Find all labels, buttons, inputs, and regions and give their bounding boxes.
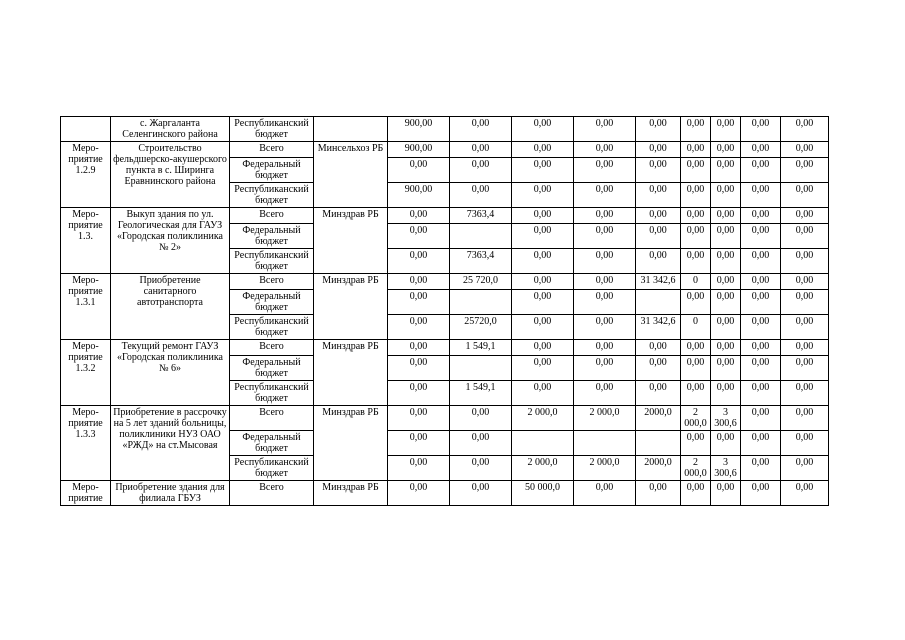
value-cell: 0,00 xyxy=(388,481,450,506)
table-row xyxy=(61,406,829,431)
item-name-cell: Приобретение здания для филиала ГБУЗ xyxy=(111,481,230,506)
value-cell: 0,00 xyxy=(741,315,781,340)
item-name-cell: Текущий ремонт ГАУЗ «Городская поликлиника № 6» xyxy=(111,340,230,406)
item-id-cell: Меро-приятие 1.3.1 xyxy=(61,274,111,340)
value-cell: 0,00 xyxy=(388,356,450,381)
item-id-cell: Меро-приятие 1.2.9 xyxy=(61,142,111,208)
funding-source-cell: Республиканский бюджет xyxy=(230,456,314,481)
value-cell: 0,00 xyxy=(681,208,711,224)
funding-source-cell: Всего xyxy=(230,274,314,290)
value-cell: 0,00 xyxy=(781,249,829,274)
item-id-cell: Меро-приятие 1.3.3 xyxy=(61,406,111,481)
value-cell: 0,00 xyxy=(574,340,636,356)
value-cell: 0 xyxy=(681,315,711,340)
value-cell: 3 300,6 xyxy=(711,456,741,481)
value-cell: 0,00 xyxy=(574,274,636,290)
value-cell: 0,00 xyxy=(741,224,781,249)
value-cell: 31 342,6 xyxy=(636,274,681,290)
value-cell: 2 000,0 xyxy=(512,406,574,431)
value-cell: 0,00 xyxy=(781,158,829,183)
table-row xyxy=(61,274,829,290)
value-cell: 0,00 xyxy=(781,290,829,315)
value-cell: 0,00 xyxy=(741,356,781,381)
value-cell: 0,00 xyxy=(681,431,711,456)
item-id-cell: Меро-приятие 1.3.2 xyxy=(61,340,111,406)
value-cell: 0,00 xyxy=(388,315,450,340)
value-cell: 0,00 xyxy=(512,315,574,340)
value-cell: 0,00 xyxy=(574,117,636,142)
value-cell: 0,00 xyxy=(574,158,636,183)
value-cell: 0,00 xyxy=(574,381,636,406)
value-cell: 0,00 xyxy=(450,456,512,481)
value-cell: 2 000,0 xyxy=(681,406,711,431)
funding-source-cell: Республиканский бюджет xyxy=(230,183,314,208)
value-cell: 0,00 xyxy=(450,158,512,183)
value-cell: 0,00 xyxy=(636,340,681,356)
value-cell: 0,00 xyxy=(512,274,574,290)
value-cell xyxy=(574,431,636,456)
value-cell: 0,00 xyxy=(681,356,711,381)
value-cell xyxy=(450,290,512,315)
value-cell: 0,00 xyxy=(512,340,574,356)
budget-table xyxy=(60,116,829,506)
value-cell: 0,00 xyxy=(388,274,450,290)
value-cell: 0,00 xyxy=(681,340,711,356)
item-id-cell xyxy=(61,117,111,142)
value-cell: 0,00 xyxy=(681,142,711,158)
value-cell: 0,00 xyxy=(741,142,781,158)
value-cell: 0,00 xyxy=(711,158,741,183)
value-cell: 0,00 xyxy=(711,431,741,456)
value-cell: 0,00 xyxy=(450,183,512,208)
value-cell xyxy=(450,356,512,381)
value-cell: 0,00 xyxy=(388,456,450,481)
value-cell: 0,00 xyxy=(741,456,781,481)
executor-cell: Минздрав РБ xyxy=(314,340,388,406)
value-cell: 25 720,0 xyxy=(450,274,512,290)
value-cell: 0,00 xyxy=(781,208,829,224)
value-cell: 0,00 xyxy=(741,290,781,315)
value-cell: 0 xyxy=(681,274,711,290)
executor-cell: Минсельхоз РБ xyxy=(314,142,388,208)
funding-source-cell: Федеральный бюджет xyxy=(230,290,314,315)
value-cell xyxy=(636,290,681,315)
value-cell: 0,00 xyxy=(711,315,741,340)
value-cell: 0,00 xyxy=(388,208,450,224)
value-cell: 0,00 xyxy=(636,249,681,274)
value-cell: 7363,4 xyxy=(450,249,512,274)
value-cell: 0,00 xyxy=(711,274,741,290)
executor-cell: Минздрав РБ xyxy=(314,208,388,274)
value-cell: 0,00 xyxy=(574,356,636,381)
value-cell: 0,00 xyxy=(512,117,574,142)
value-cell: 0,00 xyxy=(681,249,711,274)
value-cell: 0,00 xyxy=(450,481,512,506)
value-cell: 0,00 xyxy=(574,224,636,249)
value-cell xyxy=(636,431,681,456)
table-row xyxy=(61,142,829,158)
funding-source-cell: Федеральный бюджет xyxy=(230,431,314,456)
value-cell: 0,00 xyxy=(741,158,781,183)
funding-source-cell: Всего xyxy=(230,208,314,224)
funding-source-cell: Республиканский бюджет xyxy=(230,117,314,142)
value-cell: 0,00 xyxy=(450,142,512,158)
value-cell: 0,00 xyxy=(512,249,574,274)
executor-cell: Минздрав РБ xyxy=(314,274,388,340)
value-cell: 0,00 xyxy=(711,290,741,315)
value-cell: 1 549,1 xyxy=(450,381,512,406)
value-cell: 0,00 xyxy=(781,456,829,481)
funding-source-cell: Республиканский бюджет xyxy=(230,249,314,274)
value-cell: 0,00 xyxy=(636,158,681,183)
value-cell: 0,00 xyxy=(741,208,781,224)
value-cell: 0,00 xyxy=(574,249,636,274)
value-cell: 0,00 xyxy=(781,481,829,506)
value-cell: 0,00 xyxy=(388,224,450,249)
value-cell: 0,00 xyxy=(388,158,450,183)
value-cell: 0,00 xyxy=(636,117,681,142)
value-cell: 0,00 xyxy=(512,158,574,183)
value-cell: 0,00 xyxy=(512,183,574,208)
value-cell: 0,00 xyxy=(781,431,829,456)
value-cell: 0,00 xyxy=(741,340,781,356)
value-cell: 3 300,6 xyxy=(711,406,741,431)
value-cell: 0,00 xyxy=(741,117,781,142)
value-cell: 0,00 xyxy=(711,224,741,249)
value-cell: 0,00 xyxy=(781,274,829,290)
value-cell: 0,00 xyxy=(741,406,781,431)
value-cell: 0,00 xyxy=(388,431,450,456)
value-cell: 0,00 xyxy=(781,406,829,431)
item-name-cell: Приобретение в рассрочку на 5 лет зданий больницы, поликлиники НУЗ ОАО «РЖД» на ст.Мысовая xyxy=(111,406,230,481)
value-cell: 0,00 xyxy=(711,481,741,506)
value-cell: 2 000,0 xyxy=(574,406,636,431)
funding-source-cell: Республиканский бюджет xyxy=(230,315,314,340)
value-cell: 0,00 xyxy=(636,481,681,506)
value-cell: 0,00 xyxy=(711,340,741,356)
item-id-cell: Меро-приятие 1.3. xyxy=(61,208,111,274)
value-cell: 0,00 xyxy=(636,381,681,406)
table-row xyxy=(61,340,829,356)
table-row xyxy=(61,481,829,506)
value-cell: 0,00 xyxy=(711,356,741,381)
value-cell: 0,00 xyxy=(681,381,711,406)
value-cell: 0,00 xyxy=(574,481,636,506)
value-cell: 0,00 xyxy=(512,224,574,249)
value-cell: 0,00 xyxy=(388,406,450,431)
value-cell: 0,00 xyxy=(781,224,829,249)
value-cell: 2 000,0 xyxy=(681,456,711,481)
value-cell: 0,00 xyxy=(574,208,636,224)
funding-source-cell: Всего xyxy=(230,340,314,356)
value-cell: 0,00 xyxy=(388,290,450,315)
value-cell: 31 342,6 xyxy=(636,315,681,340)
value-cell: 0,00 xyxy=(681,224,711,249)
value-cell: 0,00 xyxy=(512,208,574,224)
item-id-cell: Меро-приятие xyxy=(61,481,111,506)
value-cell: 0,00 xyxy=(388,381,450,406)
item-name-cell: Выкуп здания по ул. Геологическая для ГАУЗ «Городская поликлиника № 2» xyxy=(111,208,230,274)
value-cell: 2 000,0 xyxy=(512,456,574,481)
value-cell: 0,00 xyxy=(636,183,681,208)
funding-source-cell: Всего xyxy=(230,406,314,431)
value-cell: 0,00 xyxy=(741,481,781,506)
funding-source-cell: Федеральный бюджет xyxy=(230,224,314,249)
value-cell: 2 000,0 xyxy=(574,456,636,481)
value-cell: 0,00 xyxy=(681,481,711,506)
value-cell: 0,00 xyxy=(741,431,781,456)
value-cell: 0,00 xyxy=(574,142,636,158)
value-cell: 0,00 xyxy=(636,224,681,249)
value-cell: 0,00 xyxy=(741,249,781,274)
funding-source-cell: Всего xyxy=(230,142,314,158)
value-cell: 900,00 xyxy=(388,117,450,142)
value-cell: 0,00 xyxy=(781,315,829,340)
value-cell: 0,00 xyxy=(388,340,450,356)
value-cell: 900,00 xyxy=(388,142,450,158)
value-cell: 0,00 xyxy=(711,249,741,274)
value-cell: 0,00 xyxy=(781,381,829,406)
value-cell: 0,00 xyxy=(636,356,681,381)
value-cell: 0,00 xyxy=(741,183,781,208)
item-name-cell: Строительство фельдшерско-акушерского пункта в с. Ширинга Еравнинского района xyxy=(111,142,230,208)
item-name-cell: Приобретение санитарного автотранспорта xyxy=(111,274,230,340)
value-cell: 0,00 xyxy=(450,406,512,431)
value-cell: 900,00 xyxy=(388,183,450,208)
item-name-cell: с. Жаргаланта Селенгинского района xyxy=(111,117,230,142)
value-cell: 7363,4 xyxy=(450,208,512,224)
value-cell: 0,00 xyxy=(711,208,741,224)
executor-cell: Минздрав РБ xyxy=(314,481,388,506)
value-cell: 0,00 xyxy=(512,381,574,406)
value-cell: 0,00 xyxy=(781,142,829,158)
value-cell: 0,00 xyxy=(512,290,574,315)
value-cell: 0,00 xyxy=(574,183,636,208)
value-cell: 0,00 xyxy=(512,356,574,381)
value-cell: 0,00 xyxy=(781,117,829,142)
value-cell: 0,00 xyxy=(741,274,781,290)
value-cell: 0,00 xyxy=(781,356,829,381)
funding-source-cell: Всего xyxy=(230,481,314,506)
value-cell xyxy=(450,224,512,249)
value-cell: 0,00 xyxy=(741,381,781,406)
table-row xyxy=(61,208,829,224)
value-cell: 25720,0 xyxy=(450,315,512,340)
funding-source-cell: Федеральный бюджет xyxy=(230,356,314,381)
value-cell: 0,00 xyxy=(450,117,512,142)
value-cell: 0,00 xyxy=(636,208,681,224)
value-cell: 0,00 xyxy=(450,431,512,456)
value-cell: 2000,0 xyxy=(636,406,681,431)
value-cell: 0,00 xyxy=(681,183,711,208)
executor-cell: Минздрав РБ xyxy=(314,406,388,481)
funding-source-cell: Федеральный бюджет xyxy=(230,158,314,183)
value-cell: 0,00 xyxy=(711,117,741,142)
value-cell: 0,00 xyxy=(681,290,711,315)
value-cell: 2000,0 xyxy=(636,456,681,481)
table-row xyxy=(61,117,829,142)
value-cell: 0,00 xyxy=(574,290,636,315)
value-cell: 50 000,0 xyxy=(512,481,574,506)
value-cell: 0,00 xyxy=(781,340,829,356)
value-cell: 0,00 xyxy=(781,183,829,208)
value-cell: 0,00 xyxy=(711,381,741,406)
value-cell: 0,00 xyxy=(388,249,450,274)
value-cell: 0,00 xyxy=(574,315,636,340)
value-cell: 1 549,1 xyxy=(450,340,512,356)
value-cell: 0,00 xyxy=(512,142,574,158)
value-cell xyxy=(512,431,574,456)
funding-source-cell: Республиканский бюджет xyxy=(230,381,314,406)
value-cell: 0,00 xyxy=(636,142,681,158)
value-cell: 0,00 xyxy=(681,158,711,183)
value-cell: 0,00 xyxy=(681,117,711,142)
value-cell: 0,00 xyxy=(711,183,741,208)
executor-cell xyxy=(314,117,388,142)
value-cell: 0,00 xyxy=(711,142,741,158)
